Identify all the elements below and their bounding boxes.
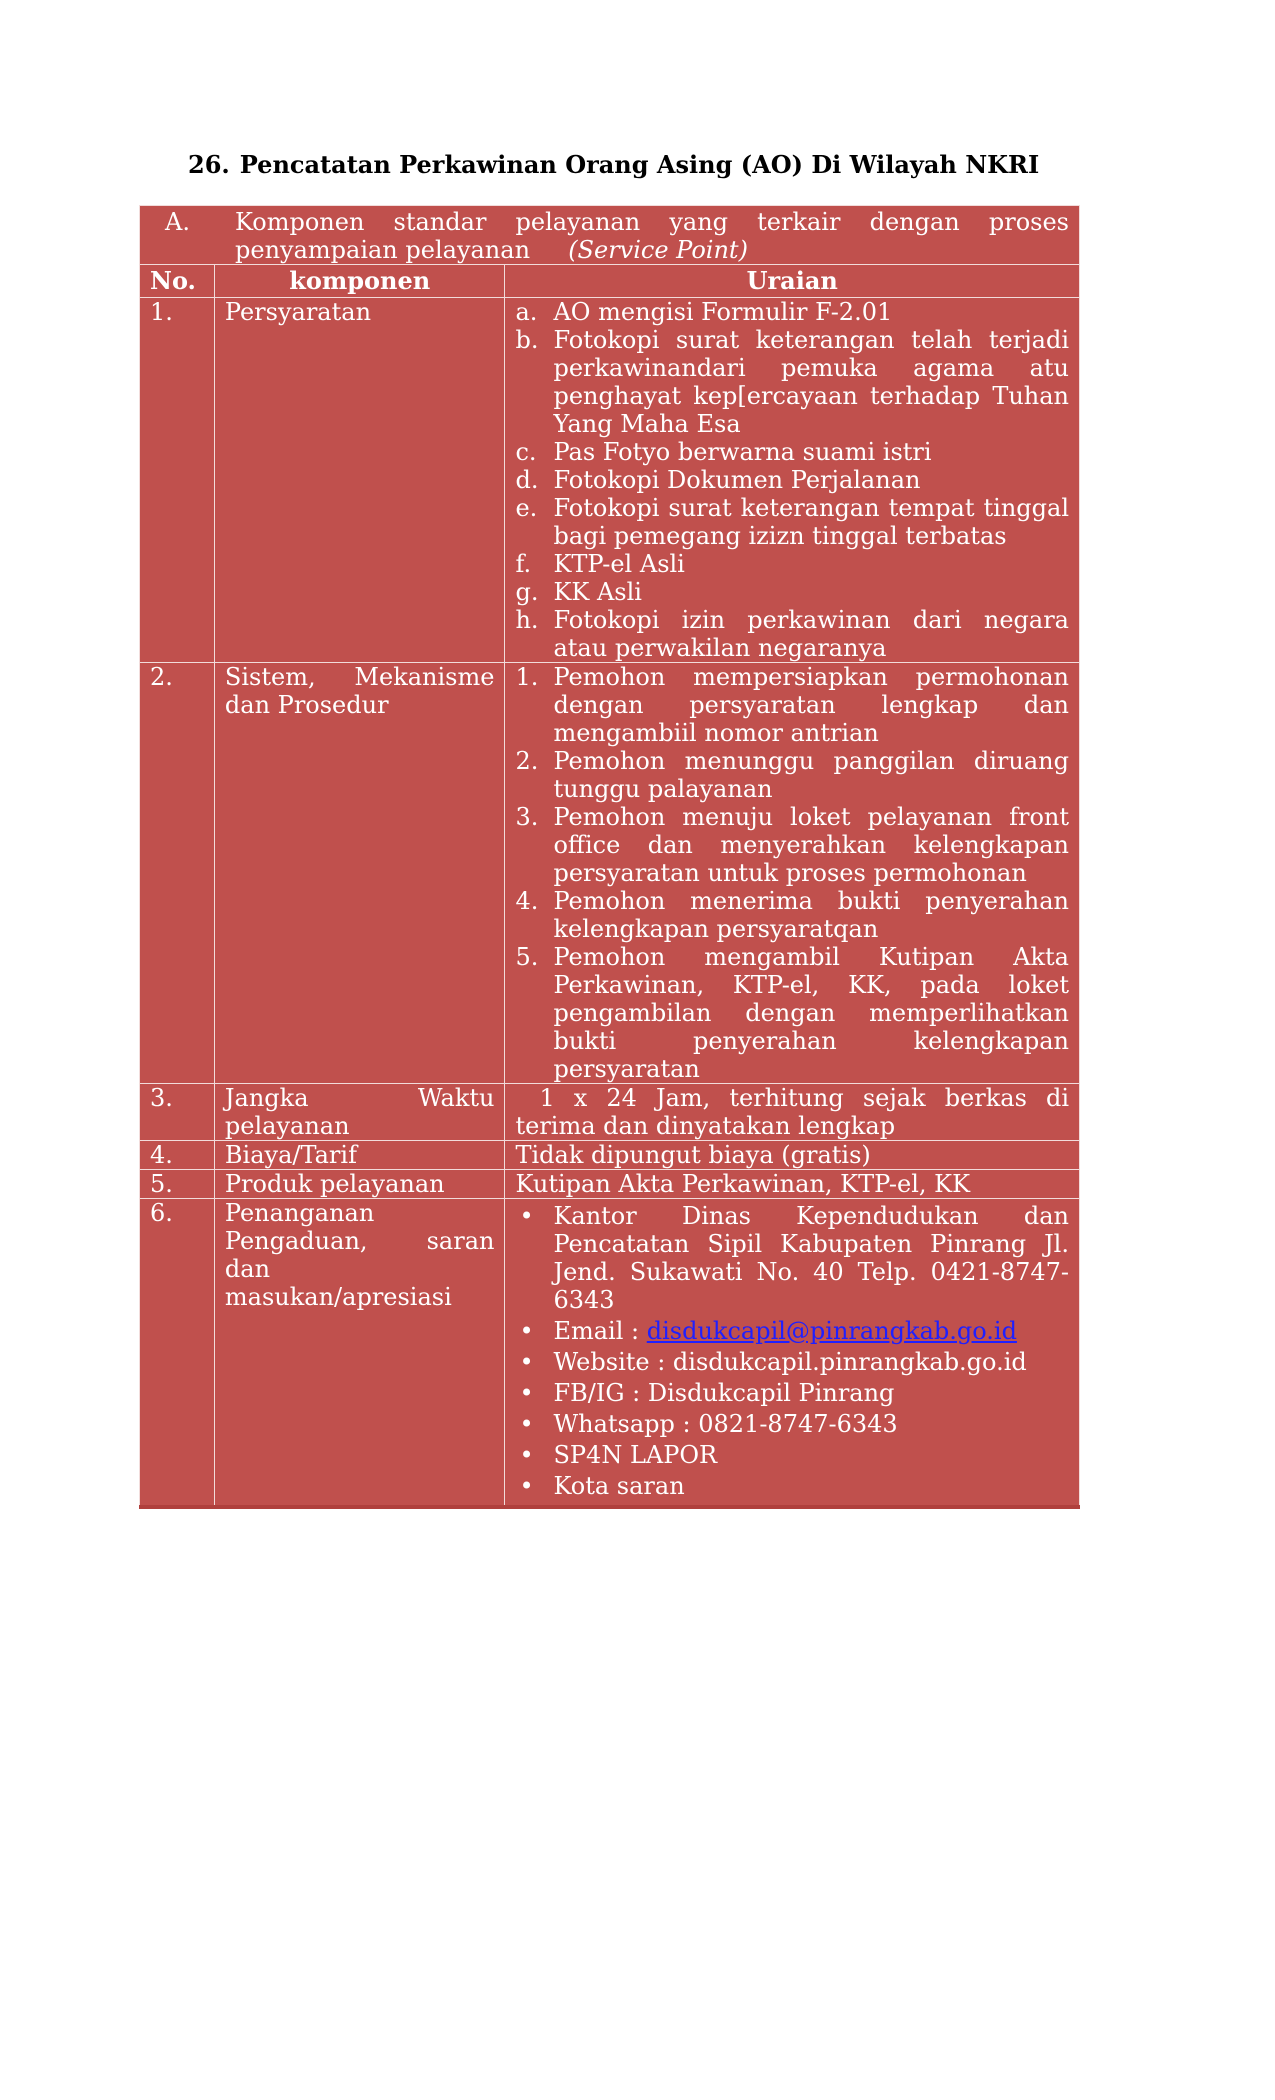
section-header-row [140, 206, 1080, 265]
list-item [515, 663, 1069, 747]
section-italic: (Service Point) [568, 236, 748, 264]
email-label: Email : [553, 1317, 647, 1345]
prosedur-list [515, 663, 1069, 1083]
header-komponen: komponen [214, 265, 505, 298]
title-number: 26. [188, 150, 230, 179]
list-item [515, 1317, 1069, 1345]
bullet-icon: • [519, 1348, 534, 1376]
column-header-row [140, 265, 1080, 298]
row-uraian: Kutipan Akta Perkawinan, KTP-el, KK [505, 1170, 1080, 1199]
persyaratan-list [515, 298, 1069, 662]
bullet-icon: • [519, 1379, 534, 1407]
row-no: 2. [140, 663, 215, 1084]
list-marker: 2. [515, 747, 539, 775]
list-text: Fotokopi izin perkawinan dari negara atau perwakilan negaranya [553, 606, 1069, 662]
list-text: Pemohon mengambil Kutipan Akta Perkawinan, KTP-el, KK, pada loket pengambilan dengan memperlihatkan bukti penyerahan kelengkapan persyaratan [553, 943, 1069, 1083]
list-item [515, 943, 1069, 1083]
list-marker: 1. [515, 663, 539, 691]
row-uraian-text: 1 x 24 Jam, terhitung sejak berkas di terima dan dinyatakan lengkap [515, 1084, 1069, 1140]
list-item [515, 1379, 1069, 1407]
list-item [515, 466, 1069, 494]
row-uraian [505, 663, 1080, 1084]
bullet-icon: • [519, 1317, 534, 1345]
list-marker: g. [515, 578, 539, 606]
bullet-icon: • [519, 1441, 534, 1469]
service-standard-table [139, 205, 1080, 1509]
list-text: KTP-el Asli [553, 550, 685, 578]
row-no: 4. [140, 1141, 215, 1170]
contact-fbig: FB/IG : Disdukcapil Pinrang [553, 1379, 895, 1407]
list-text: Pemohon mempersiapkan permohonan dengan persyaratan lengkap dan mengambiil nomor antrian [553, 663, 1069, 747]
header-uraian: Uraian [505, 265, 1080, 298]
list-item [515, 438, 1069, 466]
list-marker: 4. [515, 887, 539, 915]
contact-kota: Kota saran [553, 1472, 685, 1500]
contact-whatsapp: Whatsapp : 0821-8747-6343 [553, 1410, 898, 1438]
title-text: Pencatatan Perkawinan Orang Asing (AO) Di Wilayah NKRI [239, 150, 1040, 179]
list-item [515, 803, 1069, 887]
list-text: Pemohon menuju loket pelayanan front office dan menyerahkan kelengkapan persyaratan untuk proses permohonan [553, 803, 1069, 887]
row-uraian [505, 1084, 1080, 1141]
section-header-cell [140, 206, 1080, 265]
list-item [515, 1441, 1069, 1469]
list-item [515, 494, 1069, 550]
list-item [515, 747, 1069, 803]
row-komponen: Sistem, Mekanisme dan Prosedur [214, 663, 505, 1084]
row-komponen: Produk pelayanan [214, 1170, 505, 1199]
section-letter: A. [165, 208, 190, 236]
list-text: Fotokopi surat keterangan telah terjadi perkawinandari pemuka agama atu penghayat kep[ercayaan terhadap Tuhan Yang Maha Esa [553, 326, 1069, 438]
list-text: Fotokopi surat keterangan tempat tinggal bagi pemegang izizn tinggal terbatas [553, 494, 1069, 550]
list-item [515, 1202, 1069, 1314]
row-uraian [505, 298, 1080, 663]
list-item [515, 578, 1069, 606]
list-marker: e. [515, 494, 538, 522]
list-text: AO mengisi Formulir F-2.01 [553, 298, 893, 326]
bullet-icon: • [519, 1410, 534, 1438]
page-title [188, 150, 1039, 179]
list-item [515, 887, 1069, 943]
list-marker: c. [515, 438, 537, 466]
table-row [140, 1199, 1080, 1508]
bullet-icon: • [519, 1202, 534, 1230]
list-marker: f. [515, 550, 532, 578]
table-row [140, 1084, 1080, 1141]
list-text: Fotokopi Dokumen Perjalanan [553, 466, 921, 494]
list-marker: d. [515, 466, 539, 494]
email-link[interactable]: disdukcapil@pinrangkab.go.id [646, 1317, 1017, 1345]
contact-list [515, 1202, 1069, 1500]
row-no: 6. [140, 1199, 215, 1508]
row-no: 1. [140, 298, 215, 663]
row-no: 5. [140, 1170, 215, 1199]
contact-website: Website : disdukcapil.pinrangkab.go.id [553, 1348, 1027, 1376]
list-item [515, 1348, 1069, 1376]
list-item [515, 1472, 1069, 1500]
list-item [515, 606, 1069, 662]
list-item [515, 298, 1069, 326]
table-row [140, 1141, 1080, 1170]
list-marker: h. [515, 606, 539, 634]
header-no: No. [140, 265, 215, 298]
list-text: Pas Fotyo berwarna suami istri [553, 438, 932, 466]
contact-office: Kantor Dinas Kependudukan dan Pencatatan Sipil Kabupaten Pinrang Jl. Jend. Sukawati No. 40 Telp. 0421-8747-6343 [553, 1202, 1069, 1314]
list-marker: a. [515, 298, 538, 326]
list-item [515, 1410, 1069, 1438]
list-text: KK Asli [553, 578, 642, 606]
row-komponen: Jangka Waktu pelayanan [214, 1084, 505, 1141]
list-marker: b. [515, 326, 539, 354]
list-item [515, 326, 1069, 438]
list-text: Pemohon menerima bukti penyerahan kelengkapan persyaratqan [553, 887, 1069, 943]
row-komponen: Persyaratan [214, 298, 505, 663]
section-text: Komponen standar pelayanan yang terkair dengan proses penyampaian pelayanan [235, 208, 1069, 264]
list-item [515, 550, 1069, 578]
list-marker: 3. [515, 803, 539, 831]
table-row [140, 298, 1080, 663]
row-komponen: Penanganan Pengaduan, saran dan masukan/apresiasi [214, 1199, 505, 1508]
bullet-icon: • [519, 1472, 534, 1500]
table-row [140, 663, 1080, 1084]
row-komponen: Biaya/Tarif [214, 1141, 505, 1170]
row-no: 3. [140, 1084, 215, 1141]
contact-sp4n: SP4N LAPOR [553, 1441, 718, 1469]
row-uraian [505, 1199, 1080, 1508]
list-text: Pemohon menunggu panggilan diruang tunggu palayanan [553, 747, 1069, 803]
table-row [140, 1170, 1080, 1199]
row-uraian: Tidak dipungut biaya (gratis) [505, 1141, 1080, 1170]
list-marker: 5. [515, 943, 539, 971]
